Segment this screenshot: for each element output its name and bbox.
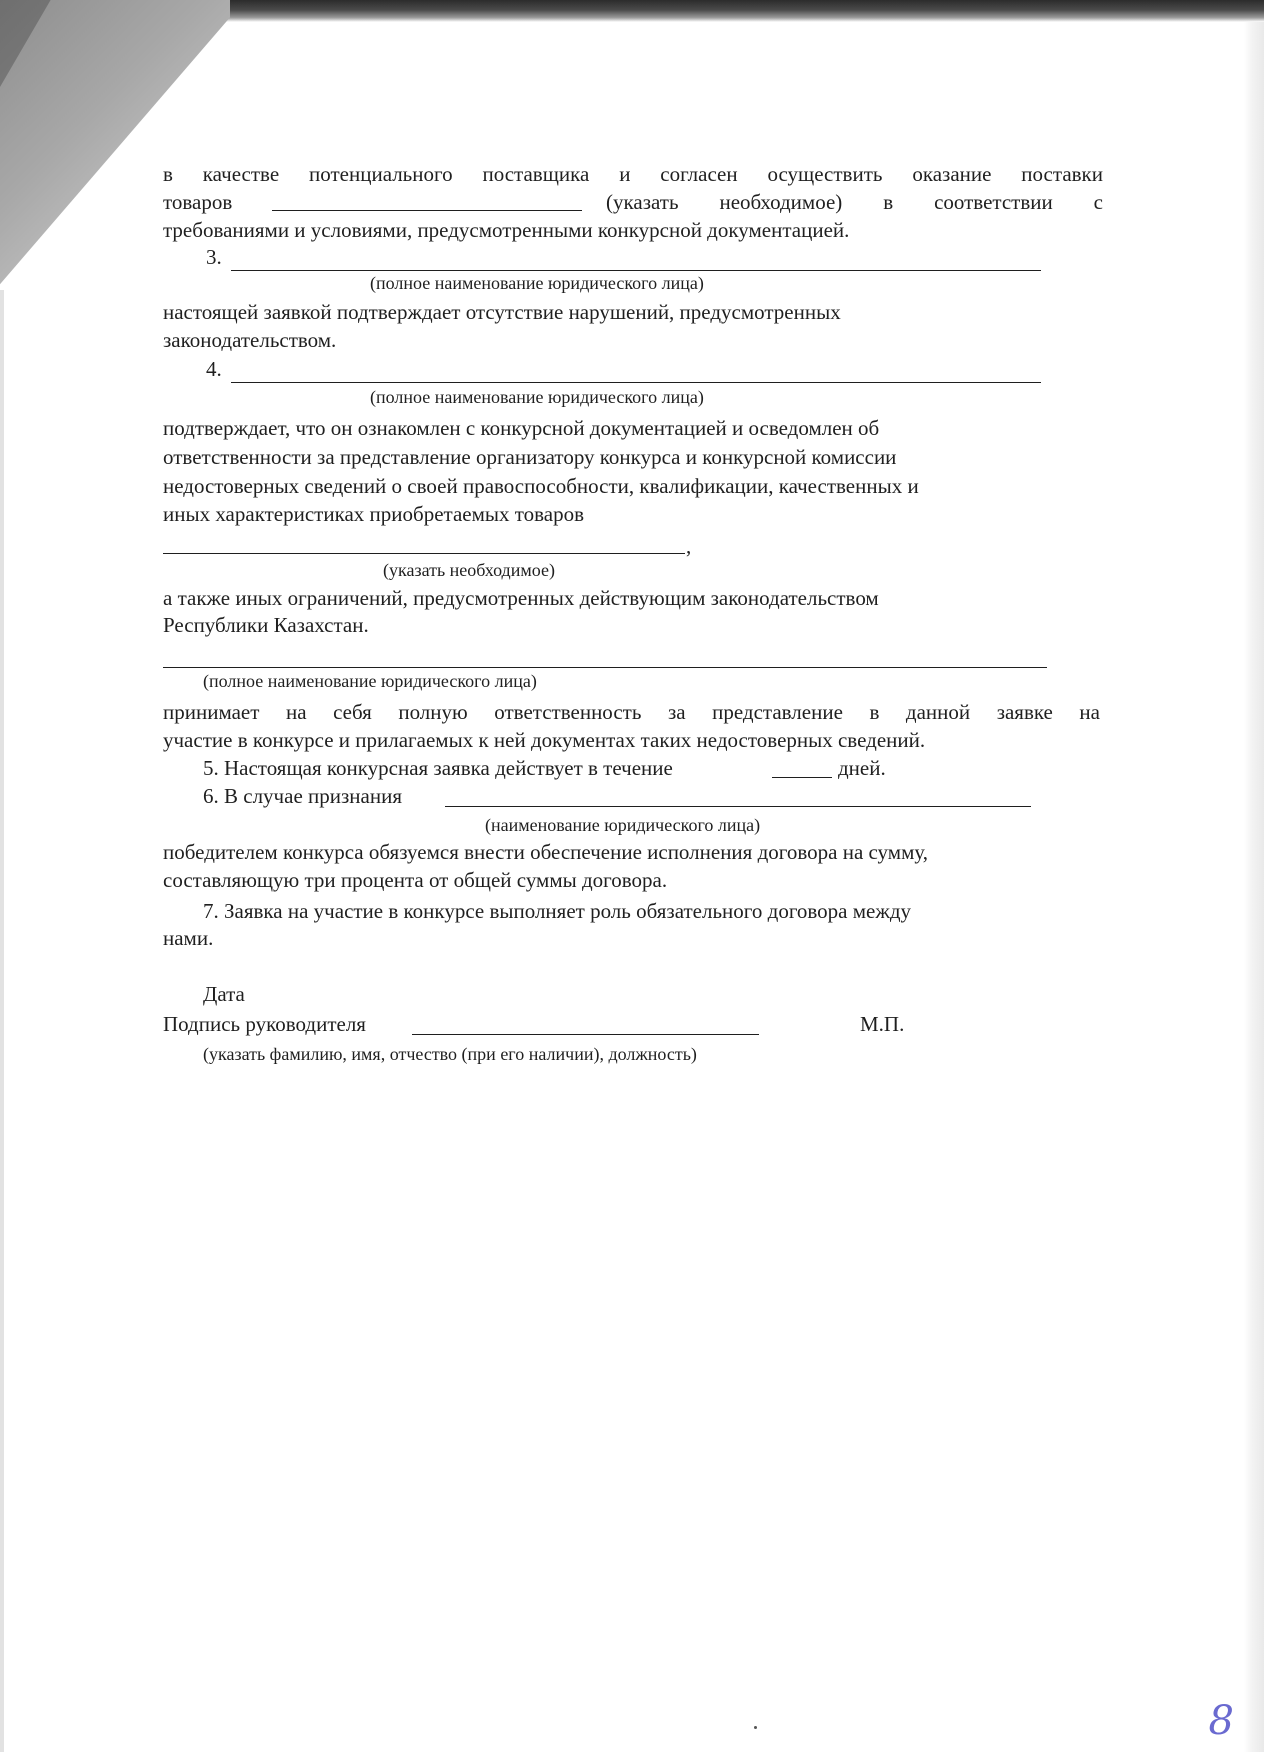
intro-line-2-end: (указать необходимое) в соответствии с bbox=[606, 190, 1103, 214]
scan-left-edge bbox=[0, 290, 4, 1752]
goods-blank bbox=[272, 210, 582, 211]
signature-caption: (указать фамилию, имя, отчество (при его наличии), должность) bbox=[203, 1044, 697, 1064]
item-6-blank bbox=[445, 806, 1031, 807]
date-label: Дата bbox=[203, 982, 245, 1006]
item-6-text-1: победителем конкурса обязуемся внести обеспечение исполнения договора на сумму, bbox=[163, 840, 929, 864]
item-3-text-1: настоящей заявкой подтверждает отсутствие нарушений, предусмотренных bbox=[163, 300, 841, 324]
scan-right-edge bbox=[1244, 22, 1264, 1752]
item-4-blank bbox=[231, 382, 1041, 383]
item-5-start: 5. Настоящая конкурсная заявка действует в течение bbox=[203, 756, 673, 780]
item-5-end: дней. bbox=[838, 756, 886, 780]
item-4-text-4: иных характеристиках приобретаемых товаров bbox=[163, 502, 585, 526]
signature-blank bbox=[412, 1034, 759, 1035]
item-4-text-6: Республики Казахстан. bbox=[163, 613, 369, 637]
item-6-text-2: составляющую три процента от общей суммы договора. bbox=[163, 868, 668, 892]
item-3-blank bbox=[231, 270, 1041, 271]
scan-top-shadow bbox=[215, 0, 1264, 22]
intro-line-2-start: товаров bbox=[163, 190, 233, 214]
item-4-entity-blank bbox=[163, 667, 1047, 668]
signature-label: Подпись руководителя bbox=[163, 1012, 366, 1036]
item-4-caption-2: (указать необходимое) bbox=[383, 560, 555, 580]
item-4-text-1: подтверждает, что он ознакомлен с конкурсной документацией и осведомлен об bbox=[163, 416, 880, 440]
item-4-text-8: участие в конкурсе и прилагаемых к ней документах таких недостоверных сведений. bbox=[163, 728, 926, 752]
item-7-line-2: нами. bbox=[163, 926, 214, 950]
item-4-text-3: недостоверных сведений о своей правоспособности, квалификации, качественных и bbox=[163, 474, 919, 498]
item-3-caption: (полное наименование юридического лица) bbox=[370, 273, 704, 293]
item-4-comma: , bbox=[686, 534, 692, 558]
item-4-need-blank bbox=[163, 553, 685, 554]
item-4-text-5: а также иных ограничений, предусмотренных действующим законодательством bbox=[163, 586, 879, 610]
intro-line-1: в качестве потенциального поставщика и согласен осуществить оказание поставки bbox=[163, 162, 1103, 186]
folded-corner bbox=[0, 0, 233, 290]
intro-line-3: требованиями и условиями, предусмотренными конкурсной документацией. bbox=[163, 218, 850, 242]
item-3-number: 3. bbox=[206, 245, 222, 269]
item-6-caption: (наименование юридического лица) bbox=[485, 815, 761, 835]
item-4-text-2: ответственности за представление организатору конкурса и конкурсной комиссии bbox=[163, 445, 897, 469]
scan-speck bbox=[754, 1726, 757, 1729]
item-7-line-1: 7. Заявка на участие в конкурсе выполняет роль обязательного договора между bbox=[203, 899, 912, 923]
item-4-text-7: принимает на себя полную ответственность за представление в данной заявке на bbox=[163, 700, 1100, 724]
item-5-days-blank bbox=[772, 777, 832, 778]
item-6-start: 6. В случае признания bbox=[203, 784, 402, 808]
item-4-number: 4. bbox=[206, 357, 222, 381]
item-4-caption: (полное наименование юридического лица) bbox=[370, 387, 704, 407]
stamp-label: М.П. bbox=[860, 1012, 905, 1036]
page-number-mark: 8 bbox=[1208, 1698, 1234, 1744]
item-4-caption-3: (полное наименование юридического лица) bbox=[203, 671, 537, 691]
item-3-text-2: законодательством. bbox=[163, 328, 337, 352]
